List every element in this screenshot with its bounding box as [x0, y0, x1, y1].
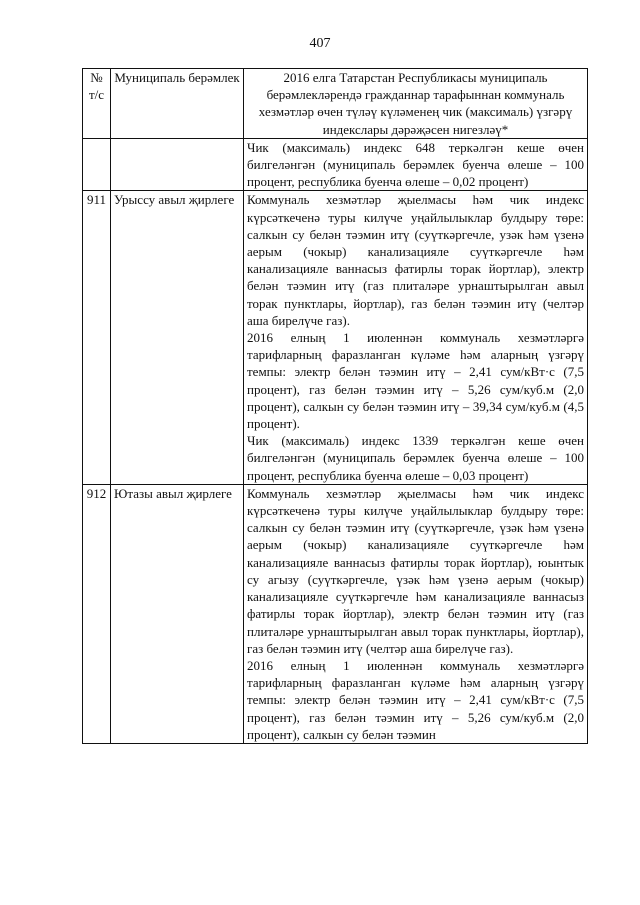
table-row: [83, 484, 588, 743]
header-municipality: Муниципаль берәмлек: [111, 69, 244, 139]
table-header-row: [83, 69, 588, 139]
table-row: [83, 191, 588, 484]
description-paragraph: 2016 елның 1 июленнән коммуналь хезмәтләргә тарифларның фаразланган күләме һәм аларның үзгәрү темпы: электр белән тәэмин итү – 2,41 сум/кВт·с (7,5 процент), газ белән тәэмин итү – 5,26 сум/куб.м (2,0 процент), салкын су белән тәэмин: [247, 657, 584, 742]
description-paragraph: Коммуналь хезмәтләр җыелмасы һәм чик индекс күрсәткеченә туры килүче уңайлылыклар булдыру төре: салкын су белән тәэмин итү (суүткәргечле, узәк һәм үзенә аерым (чокыр) канализацияле суүткәргечле һәм канализацияле ваннасыз фатирлы торак йортлар), электр белән тәэмин итү (газ плиталәре урнаштырылган авыл торак пунктлары, йортлар), газ белән тәэмин итү (челтәр аша бирелүче газ).: [247, 192, 584, 328]
description-paragraph: Чик (максималь) индекс 648 теркәлгән кеше өчен билгеләнгән (муниципаль берәмлек буенча өлеше – 100 процент, республика буенча өлеше – 0,02 процент): [247, 139, 584, 190]
row-municipality: Урыссу авыл җирлеге: [111, 191, 244, 484]
tariff-index-table: [82, 68, 588, 744]
row-number: 911: [83, 191, 111, 484]
row-number: [83, 138, 111, 191]
description-paragraph: Коммуналь хезмәтләр җыелмасы һәм чик индекс күрсәткеченә туры килүче уңайлылыклар булдыру төре: салкын су белән тәэмин итү (суүткәргечле, үзәк һәм үзенә аерым (чокыр) канализацияле суүткәргечле һәм канализацияле ваннасыз фатирлы торак йортлар), юынтык су агызу (суүткәргечле, үзәк һәм үзенә аерым (чокыр) канализацияле суүткәргечле һәм канализацияле ваннасыз фатирлы торак йортлар), электр белән тәэмин итү (газ плиталәре урнаштырылган авыл торак пунктлары, йортлар), газ белән тәэмин итү (челтәр аша бирелүче газ).: [247, 485, 584, 656]
page-number: 407: [309, 36, 331, 51]
row-municipality: [111, 138, 244, 191]
description-paragraph: 2016 елның 1 июленнән коммуналь хезмәтләргә тарифларның фаразланган күләме һәм аларның үзгәрү темпы: электр белән тәэмин итү – 2,41 сум/кВт·с (7,5 процент), газ белән тәэмин итү – 5,26 сум/куб.м (2,0 процент), салкын су белән тәэмин итү – 39,34 сум/куб.м (4,5 процент).: [247, 330, 584, 432]
header-description: 2016 елга Татарстан Республикасы муниципаль берәмлекләрендә гражданнар тарафыннан коммуналь хезмәтләр өчен түләү күләменең чик (максималь) үзгәрү индекслары дәрәҗәсен нигезләү*: [244, 69, 588, 139]
row-description: [244, 138, 588, 191]
row-description: [244, 484, 588, 743]
row-municipality: Ютазы авыл җирлеге: [111, 484, 244, 743]
row-description: [244, 191, 588, 484]
table-row: [83, 138, 588, 191]
header-number: № т/с: [83, 69, 111, 139]
row-number: 912: [83, 484, 111, 743]
description-paragraph: Чик (максималь) индекс 1339 теркәлгән кеше өчен билгеләнгән (муниципаль берәмлек буенча өлеше – 100 процент, республика буенча өлеше – 0,03 процент): [247, 433, 584, 483]
